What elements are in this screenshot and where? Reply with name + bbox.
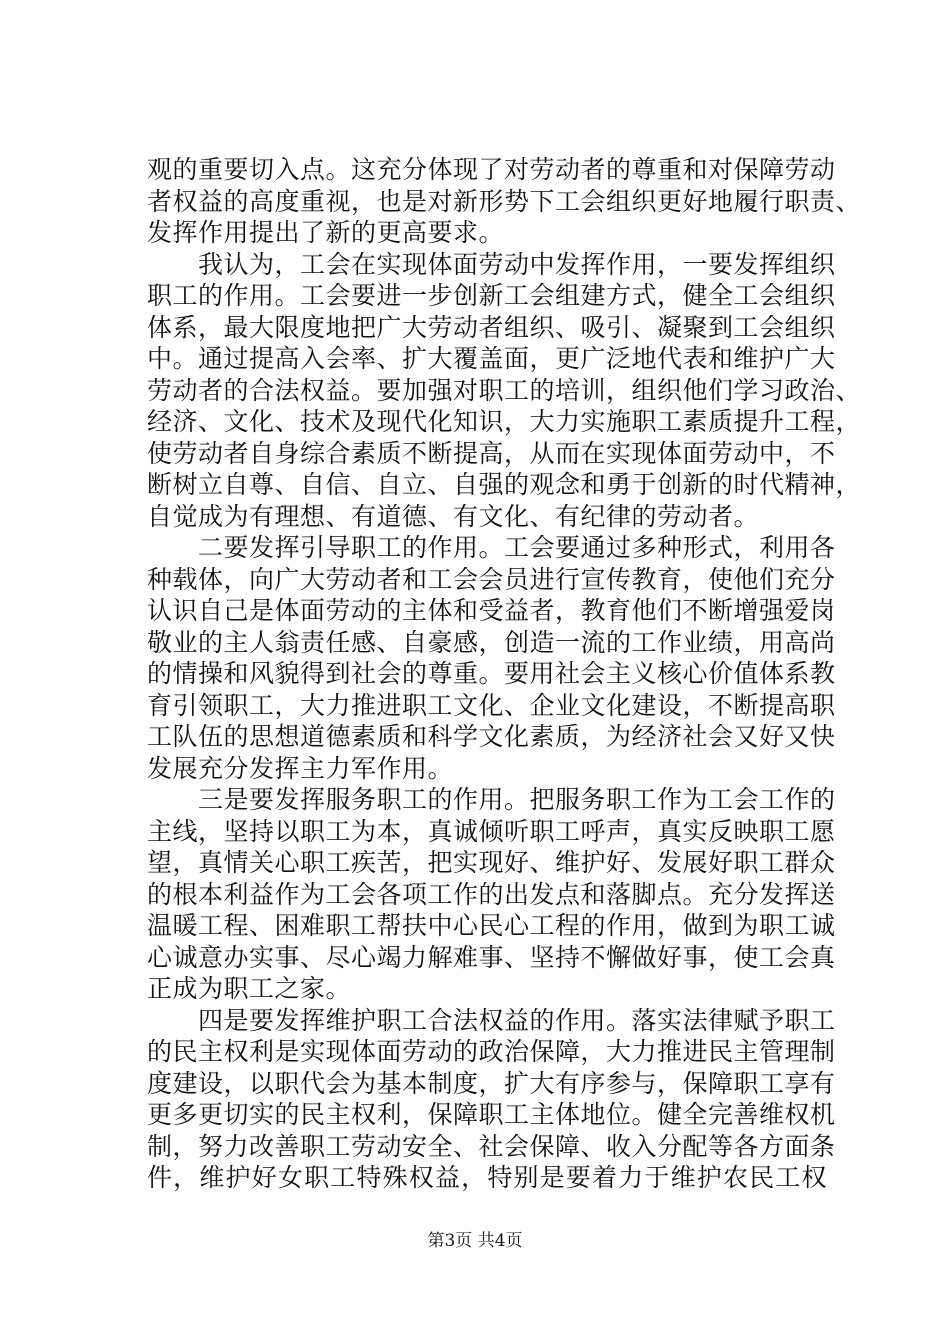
- text-line: 职工的作用。工会要进一步创新工会组建方式，健全工会组织: [147, 281, 836, 310]
- text-line: 使劳动者自身综合素质不断提高，从而在实现体面劳动中，不: [147, 438, 836, 468]
- text-line: 者权益的高度重视，也是对新形势下工会组织更好地履行职责、: [147, 186, 862, 216]
- text-line: 更多更切实的民主权利，保障职工主体地位。健全完善维权机: [147, 1100, 836, 1129]
- text-line: 望，真情关心职工疾苦，把实现好、维护好、发展好职工群众: [147, 848, 836, 877]
- text-line: 件，维护好女职工特殊权益，特别是要着力于维护农民工权: [147, 1163, 827, 1192]
- paragraph: [147, 784, 836, 1005]
- text-line: 的民主权利是实现体面劳动的政治保障，大力推进民主管理制: [147, 1037, 836, 1066]
- text-line: 四是要发挥维护职工合法权益的作用。落实法律赋予职工: [198, 1005, 836, 1035]
- text-line: 制，努力改善职工劳动安全、社会保障、收入分配等各方面条: [147, 1131, 836, 1161]
- text-line: 经济、文化、技术及现代化知识，大力实施职工素质提升工程，: [147, 407, 862, 436]
- text-line: 自觉成为有理想、有道德、有文化、有纪律的劳动者。: [147, 501, 760, 531]
- text-line: 我认为，工会在实现体面劳动中发挥作用，一要发挥组织: [198, 249, 836, 279]
- document-body: [147, 154, 862, 1194]
- text-line: 育引领职工，大力推进职工文化、企业文化建设，不断提高职: [147, 690, 836, 720]
- page-footer: 第3页 共4页: [427, 1231, 523, 1251]
- text-line: 发挥作用提出了新的更高要求。: [147, 218, 505, 247]
- text-line: 的情操和风貌得到社会的尊重。要用社会主义核心价值体系教: [147, 659, 836, 688]
- text-line: 发展充分发挥主力军作用。: [147, 753, 454, 783]
- text-line: 种载体，向广大劳动者和工会会员进行宣传教育，使他们充分: [147, 564, 836, 594]
- paragraph: [147, 1005, 836, 1194]
- paragraph: [147, 154, 862, 249]
- text-line: 心诚意办实事、尽心竭力解难事、坚持不懈做好事，使工会真: [147, 942, 836, 972]
- text-line: 二要发挥引导职工的作用。工会要通过多种形式，利用各: [198, 533, 836, 562]
- text-line: 三是要发挥服务职工的作用。把服务职工作为工会工作的: [198, 785, 836, 814]
- text-line: 中。通过提高入会率、扩大覆盖面，更广泛地代表和维护广大: [147, 344, 836, 373]
- text-line: 主线，坚持以职工为本，真诚倾听职工呼声，真实反映职工愿: [147, 816, 836, 846]
- text-line: 体系，最大限度地把广大劳动者组织、吸引、凝聚到工会组织: [147, 312, 836, 342]
- text-line: 敬业的主人翁责任感、自豪感，创造一流的工作业绩，用高尚: [147, 627, 836, 657]
- text-line: 观的重要切入点。这充分体现了对劳动者的尊重和对保障劳动: [147, 155, 836, 184]
- text-line: 断树立自尊、自信、自立、自强的观念和勇于创新的时代精神，: [147, 470, 862, 499]
- text-line: 温暖工程、困难职工帮扶中心民心工程的作用，做到为职工诚: [147, 911, 836, 940]
- text-line: 劳动者的合法权益。要加强对职工的培训，组织他们学习政治、: [147, 375, 862, 405]
- text-line: 正成为职工之家。: [147, 974, 352, 1003]
- text-line: 的根本利益作为工会各项工作的出发点和落脚点。充分发挥送: [147, 879, 836, 909]
- text-line: 度建设，以职代会为基本制度，扩大有序参与，保障职工享有: [147, 1068, 836, 1098]
- paragraph: [147, 532, 836, 784]
- text-line: 认识自己是体面劳动的主体和受益者，教育他们不断增强爱岗: [147, 596, 836, 625]
- paragraph: [147, 249, 862, 533]
- text-line: 工队伍的思想道德素质和科学文化素质，为经济社会又好又快: [147, 722, 836, 751]
